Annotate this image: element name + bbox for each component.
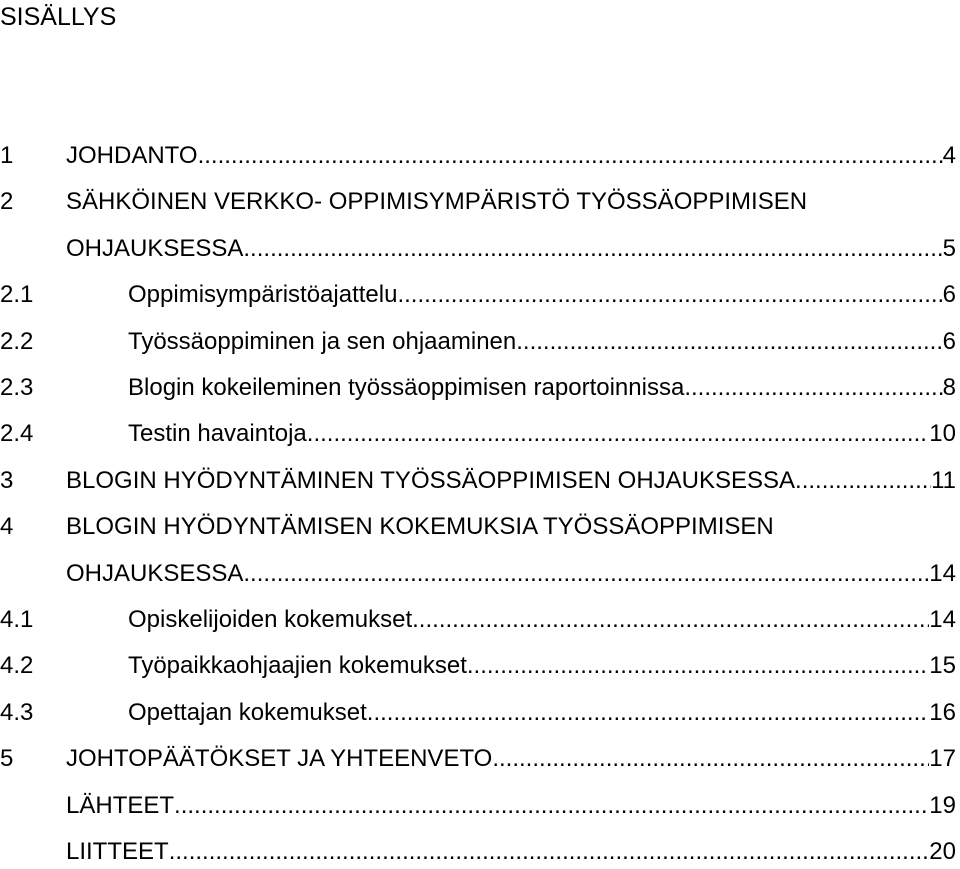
toc-entry[interactable] <box>0 373 956 403</box>
toc-entry[interactable] <box>0 559 956 589</box>
toc-entry-page-number: 8 <box>942 374 956 401</box>
toc-entry-number: 2.2 <box>0 327 34 355</box>
toc-entry-label: Työssäoppiminen ja sen ohjaaminen <box>128 327 517 355</box>
dot-leader <box>198 141 943 171</box>
toc-entry-label: OHJAUKSESSA <box>66 559 244 587</box>
toc-entry-page-number: 19 <box>929 791 956 819</box>
toc-entry-number: 2 <box>0 188 14 216</box>
dot-leader <box>795 466 931 496</box>
dot-leader <box>243 559 929 589</box>
dot-leader <box>467 651 929 681</box>
toc-entry-number: 4 <box>0 513 14 541</box>
toc-entry-label: BLOGIN HYÖDYNTÄMINEN TYÖSSÄOPPIMISEN OHJAUKSESSA <box>66 466 796 494</box>
toc-entry-number: 2.4 <box>0 420 34 448</box>
toc-entry[interactable] <box>0 280 956 310</box>
toc-entry-page-number: 4 <box>942 142 956 169</box>
dot-leader <box>516 327 942 357</box>
toc-entry[interactable] <box>0 187 956 217</box>
toc-entry-number: 4.3 <box>0 698 34 726</box>
toc-entry-number: 4.2 <box>0 652 34 680</box>
toc-entry-number: 2.3 <box>0 374 34 401</box>
page-title: SISÄLLYS <box>0 3 117 31</box>
dot-leader <box>367 698 930 728</box>
toc-entry-label: LIITTEET <box>66 838 169 865</box>
dot-leader <box>307 419 930 449</box>
dot-leader <box>169 837 930 867</box>
toc-entry-page-number: 17 <box>929 745 956 773</box>
toc-entry-label: Oppimisympäristöajattelu <box>128 281 398 309</box>
toc-entry-label: Opiskelijoiden kokemukset <box>128 606 413 633</box>
toc-entry-page-number: 11 <box>931 466 956 494</box>
toc-entry-page-number: 15 <box>929 652 956 680</box>
toc-entry-number: 4.1 <box>0 606 34 633</box>
toc-entry[interactable] <box>0 698 956 728</box>
toc-entry-label: SÄHKÖINEN VERKKO- OPPIMISYMPÄRISTÖ TYÖSSÄOPPIMISEN <box>66 188 808 216</box>
toc-entry-number: 1 <box>0 142 14 169</box>
toc-entry[interactable] <box>0 837 956 867</box>
toc-entry[interactable] <box>0 419 956 449</box>
dot-leader <box>684 373 942 403</box>
toc-entry-page-number: 20 <box>929 838 956 865</box>
toc-entry-number: 2.1 <box>0 281 34 309</box>
toc-entry-label: JOHDANTO <box>66 142 198 169</box>
dot-leader <box>174 791 929 821</box>
toc-entry-number: 5 <box>0 745 14 773</box>
toc-entry-label: Blogin kokeileminen työssäoppimisen raportoinnissa <box>128 374 685 401</box>
toc-entry-page-number: 14 <box>929 606 956 633</box>
dot-leader <box>412 605 929 635</box>
toc-entry-label: Työpaikkaohjaajien kokemukset <box>128 652 467 680</box>
toc-entry[interactable] <box>0 744 956 774</box>
toc-entry[interactable] <box>0 791 956 821</box>
dot-leader <box>492 744 929 774</box>
toc-entry-label: JOHTOPÄÄTÖKSET JA YHTEENVETO <box>66 745 493 773</box>
toc-entry-number: 3 <box>0 466 14 494</box>
toc-entry-page-number: 14 <box>929 559 956 587</box>
toc-entry[interactable] <box>0 466 956 496</box>
toc-entry[interactable] <box>0 512 956 542</box>
dot-leader <box>243 234 942 264</box>
toc-entry-page-number: 5 <box>942 234 956 262</box>
toc-entry-page-number: 6 <box>942 327 956 355</box>
toc-entry[interactable] <box>0 651 956 681</box>
dot-leader <box>397 280 942 310</box>
toc-entry-label: OHJAUKSESSA <box>66 234 244 262</box>
toc-entry[interactable] <box>0 605 956 635</box>
toc-entry[interactable] <box>0 141 956 171</box>
toc-entry-page-number: 10 <box>929 420 956 448</box>
toc-entry-page-number: 6 <box>942 281 956 309</box>
toc-entry[interactable] <box>0 327 956 357</box>
toc-entry-label: BLOGIN HYÖDYNTÄMISEN KOKEMUKSIA TYÖSSÄOPPIMISEN <box>66 513 774 541</box>
toc-entry-label: LÄHTEET <box>66 791 175 819</box>
toc-entry-page-number: 16 <box>929 698 956 726</box>
toc-entry[interactable] <box>0 234 956 264</box>
toc-entry-label: Opettajan kokemukset <box>128 698 367 726</box>
toc-entry-label: Testin havaintoja <box>128 420 307 448</box>
